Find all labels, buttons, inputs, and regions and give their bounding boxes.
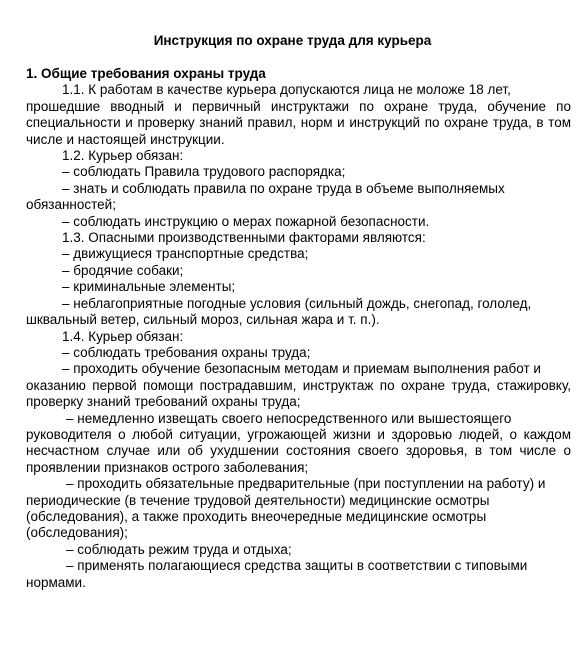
paragraph-1-2-heading: 1.2. Курьер обязан:: [62, 148, 184, 164]
list-item: – криминальные элементы;: [62, 279, 236, 295]
list-item: – соблюдать требования охраны труда;: [62, 344, 311, 360]
list-item-continuation: обязанностей;: [26, 197, 116, 213]
list-item-continuation: проверку знаний требований охраны труда;: [26, 394, 301, 410]
list-item-continuation: (обследования);: [26, 525, 128, 541]
list-item-continuation: шквальный ветер, сильный мороз, сильная жара и т. п.).: [26, 312, 380, 328]
paragraph-1-1: [26, 82, 571, 148]
paragraph-1-1-line: 1.1. К работам в качестве курьера допускаются лица не моложе 18 лет,: [62, 82, 511, 98]
list-item: – немедленно извещать своего непосредственного или вышестоящего: [66, 410, 512, 426]
list-item: – проходить обучение безопасным методам и приемам выполнения работ и: [62, 361, 541, 377]
section-heading: 1. Общие требования охраны труда: [26, 66, 266, 81]
list-item-continuation: периодические (в течение трудовой деятельности) медицинские осмотры: [26, 492, 490, 508]
list-item: – применять полагающиеся средства защиты в соответствии с типовыми: [66, 558, 528, 574]
list-item: – соблюдать Правила трудового распорядка;: [62, 164, 346, 180]
paragraph-1-2: [26, 148, 571, 230]
paragraph-1-1-line: специальности и проверку знаний правил, норм и инструкций по охране труда, в том: [26, 115, 571, 131]
list-item-continuation: проявлении признаков острого заболевания;: [26, 459, 309, 475]
paragraph-1-1-line: числе и настоящей инструкции.: [26, 131, 225, 147]
list-item: – бродячие собаки;: [62, 262, 184, 278]
list-item: – знать и соблюдать правила по охране труда в объеме выполняемых: [62, 180, 505, 196]
list-item-continuation: несчастном случае или об ухудшении состояния своего здоровья, в том числе о: [26, 443, 571, 459]
document-title: Инструкция по охране труда для курьера: [153, 33, 432, 48]
list-item: – движущиеся транспортные средства;: [62, 246, 309, 262]
paragraph-1-3: [26, 230, 571, 328]
paragraph-1-4-heading: 1.4. Курьер обязан:: [62, 328, 184, 344]
paragraph-1-3-heading: 1.3. Опасными производственными факторами являются:: [62, 230, 426, 246]
paragraph-1-1-line: прошедшие вводный и первичный инструктажи по охране труда, обучение по: [26, 98, 571, 114]
list-item-continuation: руководителя о любой ситуации, угрожающей жизни и здоровью людей, о каждом: [26, 426, 571, 442]
list-item: – соблюдать инструкцию о мерах пожарной безопасности.: [62, 213, 430, 229]
list-item: – неблагоприятные погодные условия (сильный дождь, снегопад, гололед,: [62, 295, 532, 311]
document-body: [26, 66, 571, 591]
list-item: – проходить обязательные предварительные (при поступлении на работу) и: [66, 476, 546, 492]
list-item: – соблюдать режим труда и отдыха;: [66, 541, 292, 557]
list-item-continuation: нормами.: [26, 574, 86, 590]
paragraph-1-4: [26, 329, 571, 592]
list-item-continuation: оказанию первой помощи пострадавшим, инструктаж по охране труда, стажировку,: [26, 377, 571, 393]
list-item-continuation: (обследования), а также проходить внеочередные медицинские осмотры: [26, 508, 487, 524]
